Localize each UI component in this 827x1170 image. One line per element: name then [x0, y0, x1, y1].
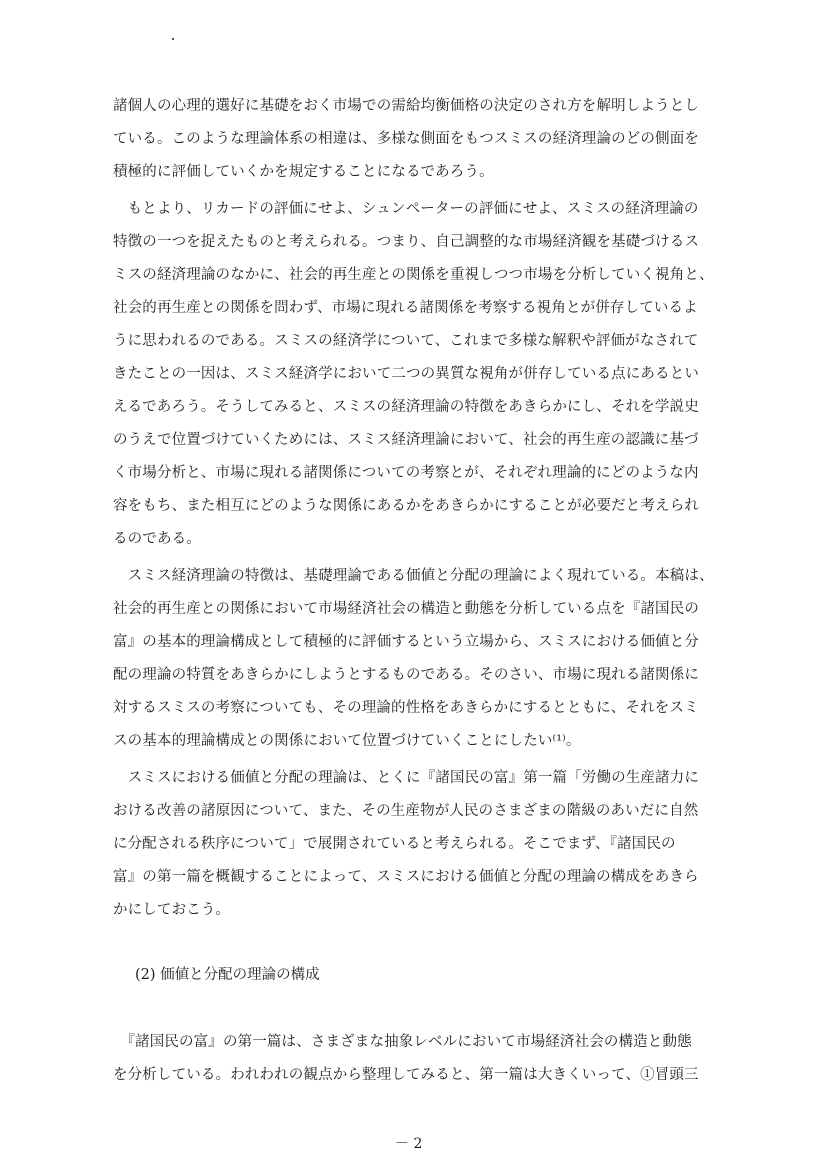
text-line: スミス経済理論の特徴は、基礎理論である価値と分配の理論によく現れている。本稿は、: [113, 568, 714, 584]
text-line: 積極的に評価していくかを規定することになるであろう。: [113, 164, 494, 180]
text-line: 社会的再生産との関係を問わず、市場に現れる諸関係を考察する視角とが併存しているよ: [113, 300, 698, 316]
text-line: もとより、リカードの評価にせよ、シュンペーターの評価にせよ、スミスの経済理論の: [113, 201, 699, 217]
text-line: 容をもち、また相互にどのような関係にあるかをあきらかにすることが必要だと考えられ: [113, 498, 699, 514]
text-line: 特徴の一つを捉えたものと考えられる。つまり、自己調整的な市場経済観を基礎づけるス: [113, 234, 699, 250]
text-line: きたことの一因は、スミス経済学において二つの異質な視角が併存している点にあるとい: [113, 366, 699, 382]
text-line: おける改善の諸原因について、また、その生産物が人民のさまざまの階級のあいだに自然: [113, 803, 699, 819]
text-line: かにしておこう。: [113, 902, 231, 918]
text-line: ている。このような理論体系の相違は、多様な側面をもつスミスの経済理論のどの側面を: [113, 131, 699, 147]
text-line: うに思われるのである。スミスの経済学について、これまで多様な解釈や評価がなされて: [113, 333, 699, 349]
text-line: スミスにおける価値と分配の理論は、とくに『諸国民の富』第一篇「労働の生産諸力に: [113, 770, 699, 786]
text-line: く市場分析と、市場に現れる諸関係についての考察とが、それぞれ理論的にどのような内: [113, 465, 699, 481]
page-number: － 2: [395, 1136, 423, 1152]
text-line: のうえで位置づけていくためには、スミス経済理論において、社会的再生産の認識に基づ: [113, 432, 699, 448]
text-line: 富』の基本的理論構成として積極的に評価するという立場から、スミスにおける価値と分: [113, 634, 699, 650]
text-line: 諸個人の心理的選好に基礎をおく市場での需給均衡価格の決定のされ方を解明しようとし: [113, 98, 699, 114]
text-line: ミスの経済理論のなかに、社会的再生産との関係を重視しつつ市場を分析していく視角と、: [113, 267, 714, 283]
text-line: スの基本的理論構成との関係において位置づけていくことにしたい⁽¹⁾。: [113, 733, 581, 749]
text-line: 配の理論の特質をあきらかにしようとするものである。そのさい、市場に現れる諸関係に: [113, 667, 699, 683]
text-line: 対するスミスの考察についても、その理論的性格をあきらかにするとともに、それをスミ: [113, 700, 699, 716]
scan-speck: [172, 38, 174, 40]
text-line: 『諸国民の富』の第一篇は、さまざまな抽象レベルにおいて市場経済社会の構造と動態: [113, 1034, 692, 1050]
text-line: を分析している。われわれの観点から整理してみると、第一篇は大きくいって、①冒頭三: [113, 1067, 699, 1083]
section-heading: (2) 価値と分配の理論の構成: [135, 967, 320, 983]
text-line: 富』の第一篇を概観することによって、スミスにおける価値と分配の理論の構成をあきら: [113, 869, 699, 885]
text-line: 社会的再生産との関係において市場経済社会の構造と動態を分析している点を『諸国民の: [113, 601, 699, 617]
text-line: に分配される秩序について」で展開されていると考えられる。そこでまず、『諸国民の: [113, 836, 676, 852]
text-line: るのである。: [113, 531, 201, 547]
text-line: えるであろう。そうしてみると、スミスの経済理論の特徴をあきらかにし、それを学説史: [113, 399, 699, 415]
